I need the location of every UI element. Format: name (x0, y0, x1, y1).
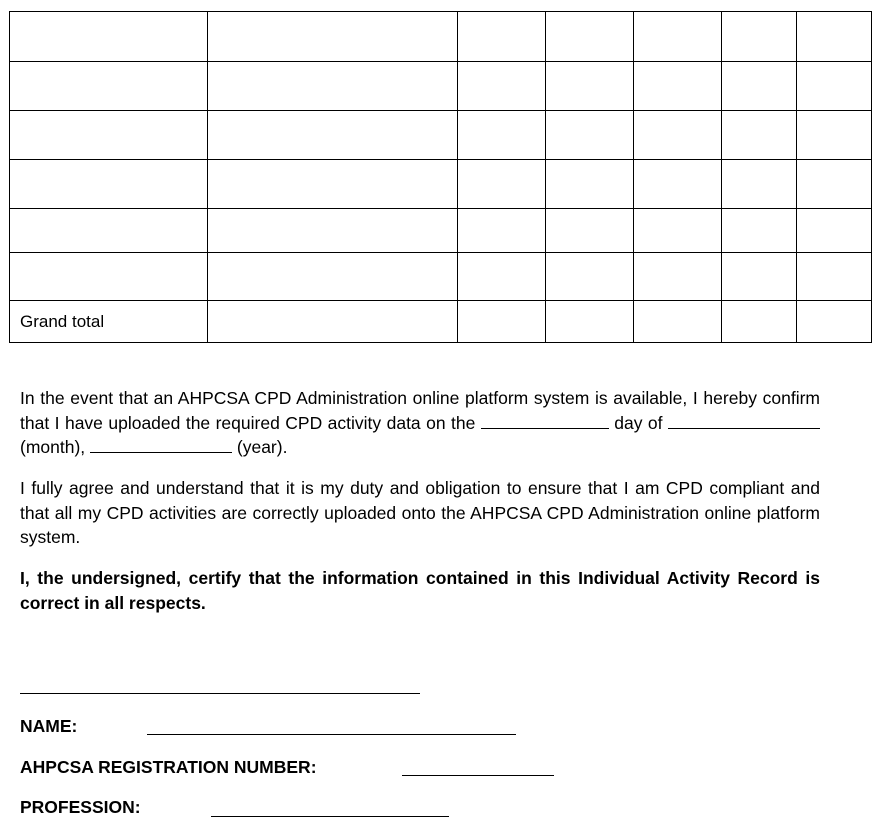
table-cell (458, 111, 546, 160)
table-cell (546, 12, 634, 62)
name-label: NAME: (20, 716, 78, 736)
table-cell (797, 62, 872, 111)
upload-confirmation-paragraph (20, 386, 820, 460)
day-blank[interactable] (481, 413, 609, 429)
year-text: (year). (232, 437, 288, 457)
table-cell (722, 160, 797, 209)
compliance-paragraph: I fully agree and understand that it is my duty and obligation to ensure that I am CPD compliant and that all my CPD activities are correctly uploaded onto the AHPCSA CPD Administration online platform system. (20, 478, 820, 547)
table-cell (208, 111, 458, 160)
table-cell (634, 111, 722, 160)
table-cell (458, 160, 546, 209)
upload-confirmation-text: In the event that an AHPCSA CPD Administration online platform system is available, I hereby confirm that I have uploaded the required CPD activity data on the (20, 388, 820, 433)
table-cell (797, 111, 872, 160)
table-cell (722, 111, 797, 160)
table-cell (797, 12, 872, 62)
table-cell (546, 253, 634, 301)
table-cell (10, 62, 208, 111)
profession-field-line[interactable] (211, 816, 449, 817)
table-cell (458, 12, 546, 62)
table-cell (634, 12, 722, 62)
table-cell (546, 160, 634, 209)
table-cell (546, 62, 634, 111)
table-row (10, 12, 872, 62)
table-cell (722, 209, 797, 253)
table-cell (208, 301, 458, 343)
table-cell (208, 62, 458, 111)
table-cell (634, 253, 722, 301)
table-cell (546, 209, 634, 253)
day-of-text: day of (608, 412, 668, 433)
registration-number-field-line[interactable] (402, 775, 554, 776)
table-row (10, 160, 872, 209)
table-row (10, 253, 872, 301)
table-cell (634, 160, 722, 209)
month-text: (month), (20, 437, 91, 457)
table-cell (634, 301, 722, 343)
table-cell (546, 111, 634, 160)
table-cell (722, 301, 797, 343)
registration-number-label: AHPCSA REGISTRATION NUMBER: (20, 757, 317, 777)
table-cell (10, 160, 208, 209)
profession-label: PROFESSION: (20, 797, 141, 817)
table-cell (10, 12, 208, 62)
table-cell (634, 62, 722, 111)
month-blank[interactable] (668, 413, 820, 429)
table-row (10, 62, 872, 111)
signature-line[interactable] (20, 693, 420, 694)
grand-total-row (10, 301, 872, 343)
table-cell (208, 209, 458, 253)
table-cell (208, 160, 458, 209)
table-cell (10, 209, 208, 253)
name-field-line[interactable] (147, 734, 516, 735)
table-cell (458, 253, 546, 301)
table-cell (10, 111, 208, 160)
activity-record-table (9, 11, 872, 343)
table-cell (546, 301, 634, 343)
table-cell (634, 209, 722, 253)
table-row (10, 111, 872, 160)
table-cell (722, 62, 797, 111)
table-cell (458, 62, 546, 111)
table-cell (797, 253, 872, 301)
table-row (10, 209, 872, 253)
table-cell (797, 301, 872, 343)
year-blank[interactable] (90, 437, 232, 453)
table-cell (722, 12, 797, 62)
table-cell (10, 253, 208, 301)
table-cell (722, 253, 797, 301)
table-cell (797, 160, 872, 209)
table-cell (458, 209, 546, 253)
certification-statement: I, the undersigned, certify that the information contained in this Individual Activity Record is correct in all respects. (20, 568, 820, 613)
grand-total-label: Grand total (10, 301, 208, 343)
table-cell (797, 209, 872, 253)
table-cell (458, 301, 546, 343)
table-cell (208, 253, 458, 301)
table-cell (208, 12, 458, 62)
